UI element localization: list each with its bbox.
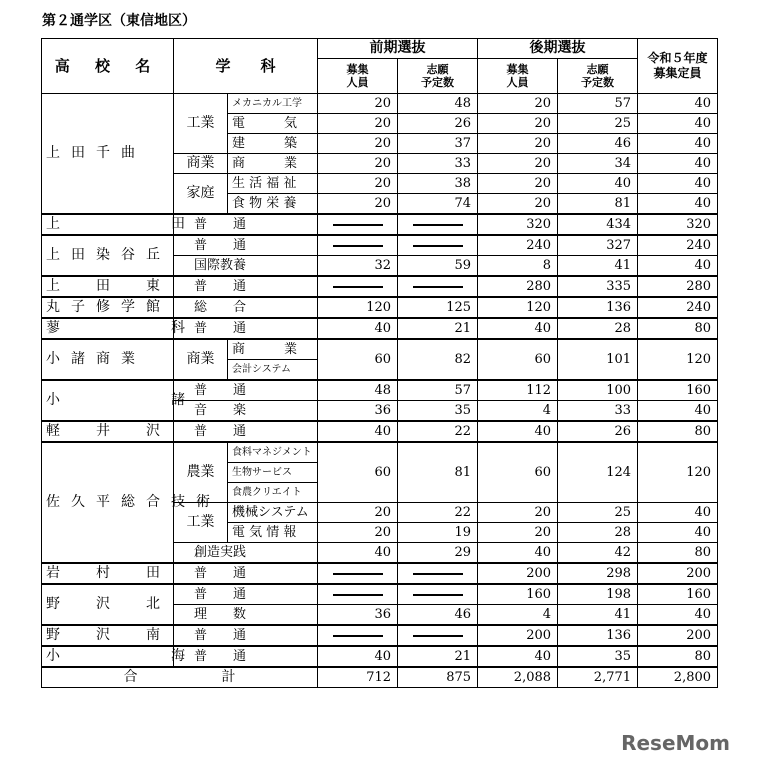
- course-name: 普 通: [174, 625, 318, 646]
- value-cell: 48: [398, 94, 478, 114]
- value-cell: 40: [638, 134, 718, 154]
- category: 農業: [174, 442, 228, 503]
- school-name: 上田染谷丘: [42, 235, 174, 276]
- no-value-dash: [398, 625, 478, 646]
- value-cell: 21: [398, 318, 478, 339]
- value-cell: 25: [558, 503, 638, 523]
- no-value-dash: [318, 625, 398, 646]
- dash-line: [413, 286, 463, 288]
- table-row: [42, 276, 718, 297]
- header-second: 後期選抜: [478, 39, 638, 59]
- course-name: 普 通: [174, 235, 318, 256]
- enrollment-table: [41, 38, 718, 688]
- value-cell: 120: [478, 297, 558, 318]
- category: 商業: [174, 339, 228, 380]
- course-name: 普 通: [174, 214, 318, 235]
- value-cell: 81: [558, 194, 638, 215]
- value-cell: 40: [318, 646, 398, 667]
- value-cell: 33: [558, 401, 638, 422]
- table-row: [42, 339, 718, 360]
- value-cell: 240: [478, 235, 558, 256]
- header-capacity: 令和５年度 募集定員: [638, 39, 718, 94]
- value-cell: 40: [478, 543, 558, 564]
- course-name: 総 合: [174, 297, 318, 318]
- table-row: [42, 380, 718, 401]
- dash-line: [413, 635, 463, 637]
- school-name: 岩 村 田: [42, 563, 174, 584]
- value-cell: 200: [638, 563, 718, 584]
- value-cell: 60: [478, 442, 558, 503]
- course-name: 商 業: [228, 339, 318, 360]
- value-cell: 101: [558, 339, 638, 380]
- value-cell: 4: [478, 605, 558, 626]
- value-cell: 59: [398, 256, 478, 277]
- value-cell: 29: [398, 543, 478, 564]
- value-cell: 46: [398, 605, 478, 626]
- value-cell: 46: [558, 134, 638, 154]
- table-row: [42, 584, 718, 605]
- value-cell: 20: [318, 523, 398, 543]
- school-name: 小諸商業: [42, 339, 174, 380]
- dash-line: [413, 224, 463, 226]
- value-cell: 112: [478, 380, 558, 401]
- value-cell: 434: [558, 214, 638, 235]
- value-cell: 125: [398, 297, 478, 318]
- value-cell: 26: [398, 114, 478, 134]
- value-cell: 40: [638, 523, 718, 543]
- value-cell: 35: [398, 401, 478, 422]
- total-value: 712: [318, 667, 398, 688]
- value-cell: 198: [558, 584, 638, 605]
- no-value-dash: [318, 235, 398, 256]
- value-cell: 40: [558, 174, 638, 194]
- value-cell: 120: [638, 339, 718, 380]
- value-cell: 40: [638, 605, 718, 626]
- header-first: 前期選抜: [318, 39, 478, 59]
- value-cell: 40: [478, 646, 558, 667]
- course-name: 理 数: [174, 605, 318, 626]
- value-cell: 200: [478, 563, 558, 584]
- no-value-dash: [318, 214, 398, 235]
- value-cell: 25: [558, 114, 638, 134]
- course-name: 国際教養: [174, 256, 318, 277]
- value-cell: 42: [558, 543, 638, 564]
- value-cell: 20: [318, 134, 398, 154]
- value-cell: 74: [398, 194, 478, 215]
- table-row: [42, 421, 718, 442]
- value-cell: 124: [558, 442, 638, 503]
- value-cell: 160: [478, 584, 558, 605]
- value-cell: 160: [638, 380, 718, 401]
- value-cell: 20: [478, 134, 558, 154]
- value-cell: 20: [478, 114, 558, 134]
- school-name: 野 沢 南: [42, 625, 174, 646]
- value-cell: 280: [638, 276, 718, 297]
- table-row: [42, 646, 718, 667]
- value-cell: 60: [318, 339, 398, 380]
- course-name: 生物サービス: [228, 463, 318, 483]
- course-name: メカニカル工学: [228, 94, 318, 114]
- value-cell: 40: [638, 174, 718, 194]
- value-cell: 40: [638, 503, 718, 523]
- value-cell: 40: [638, 401, 718, 422]
- course-name: 普 通: [174, 421, 318, 442]
- total-value: 2,771: [558, 667, 638, 688]
- value-cell: 40: [638, 114, 718, 134]
- value-cell: 136: [558, 297, 638, 318]
- course-name: 生 活 福 祉: [228, 174, 318, 194]
- value-cell: 22: [398, 503, 478, 523]
- value-cell: 41: [558, 605, 638, 626]
- value-cell: 40: [318, 318, 398, 339]
- value-cell: 327: [558, 235, 638, 256]
- header-recruit: 募集 人員: [478, 59, 558, 94]
- value-cell: 20: [478, 194, 558, 215]
- course-name: 普 通: [174, 563, 318, 584]
- table-row: [42, 563, 718, 584]
- value-cell: 298: [558, 563, 638, 584]
- value-cell: 36: [318, 605, 398, 626]
- school-name: 丸子修学館: [42, 297, 174, 318]
- value-cell: 32: [318, 256, 398, 277]
- value-cell: 20: [478, 523, 558, 543]
- header-row: [42, 39, 718, 59]
- category: 商業: [174, 154, 228, 174]
- dash-line: [333, 286, 383, 288]
- table-row: [42, 214, 718, 235]
- value-cell: 20: [318, 503, 398, 523]
- category: 家庭: [174, 174, 228, 215]
- total-value: 2,088: [478, 667, 558, 688]
- table-row: [42, 318, 718, 339]
- course-name: 会計システム: [228, 360, 318, 381]
- value-cell: 80: [638, 318, 718, 339]
- course-name: 普 通: [174, 646, 318, 667]
- course-name: 創造実践: [174, 543, 318, 564]
- course-name: 普 通: [174, 276, 318, 297]
- value-cell: 80: [638, 421, 718, 442]
- value-cell: 200: [638, 625, 718, 646]
- value-cell: 40: [638, 154, 718, 174]
- value-cell: 40: [478, 421, 558, 442]
- total-row: [42, 667, 718, 688]
- value-cell: 160: [638, 584, 718, 605]
- header-recruit: 募集 人員: [318, 59, 398, 94]
- value-cell: 20: [478, 503, 558, 523]
- value-cell: 120: [638, 442, 718, 503]
- dash-line: [333, 245, 383, 247]
- course-name: 普 通: [174, 584, 318, 605]
- dash-line: [413, 245, 463, 247]
- value-cell: 8: [478, 256, 558, 277]
- header-applicants: 志願 予定数: [398, 59, 478, 94]
- no-value-dash: [398, 214, 478, 235]
- dash-line: [333, 635, 383, 637]
- value-cell: 240: [638, 235, 718, 256]
- value-cell: 20: [478, 154, 558, 174]
- table-row: [42, 94, 718, 114]
- value-cell: 40: [318, 421, 398, 442]
- header-school: 高 校 名: [42, 39, 174, 94]
- no-value-dash: [398, 276, 478, 297]
- value-cell: 57: [558, 94, 638, 114]
- course-name: 機械システム: [228, 503, 318, 523]
- school-name: 小 海: [42, 646, 174, 667]
- value-cell: 240: [638, 297, 718, 318]
- value-cell: 20: [478, 174, 558, 194]
- table-row: [42, 235, 718, 256]
- category: 工業: [174, 94, 228, 154]
- header-applicants: 志願 予定数: [558, 59, 638, 94]
- school-name: 上 田 東: [42, 276, 174, 297]
- total-label: 合 計: [42, 667, 318, 688]
- total-value: 2,800: [638, 667, 718, 688]
- dash-line: [333, 573, 383, 575]
- school-name: 上 田: [42, 214, 174, 235]
- course-name: 音 楽: [174, 401, 318, 422]
- dash-line: [333, 594, 383, 596]
- value-cell: 40: [638, 94, 718, 114]
- value-cell: 335: [558, 276, 638, 297]
- course-name: 電 気: [228, 114, 318, 134]
- value-cell: 21: [398, 646, 478, 667]
- value-cell: 41: [558, 256, 638, 277]
- value-cell: 20: [318, 174, 398, 194]
- dash-line: [413, 594, 463, 596]
- course-name: 普 通: [174, 380, 318, 401]
- school-name: 小 諸: [42, 380, 174, 421]
- course-name: 食農クリエイト: [228, 483, 318, 503]
- course-name: 食料マネジメント: [228, 442, 318, 463]
- no-value-dash: [318, 584, 398, 605]
- value-cell: 33: [398, 154, 478, 174]
- value-cell: 37: [398, 134, 478, 154]
- no-value-dash: [398, 235, 478, 256]
- value-cell: 60: [318, 442, 398, 503]
- value-cell: 136: [558, 625, 638, 646]
- dash-line: [333, 224, 383, 226]
- no-value-dash: [318, 276, 398, 297]
- value-cell: 4: [478, 401, 558, 422]
- value-cell: 60: [478, 339, 558, 380]
- school-name: 佐久平総合技術: [42, 442, 174, 563]
- course-name: 商 業: [228, 154, 318, 174]
- value-cell: 36: [318, 401, 398, 422]
- no-value-dash: [318, 563, 398, 584]
- value-cell: 40: [638, 256, 718, 277]
- value-cell: 19: [398, 523, 478, 543]
- value-cell: 80: [638, 646, 718, 667]
- resemom-logo: ReseMom: [621, 731, 730, 755]
- school-name: 軽 井 沢: [42, 421, 174, 442]
- value-cell: 28: [558, 318, 638, 339]
- course-name: 食 物 栄 養: [228, 194, 318, 215]
- value-cell: 20: [318, 114, 398, 134]
- value-cell: 120: [318, 297, 398, 318]
- course-name: 電 気 情 報: [228, 523, 318, 543]
- value-cell: 320: [478, 214, 558, 235]
- table-row: [42, 625, 718, 646]
- value-cell: 320: [638, 214, 718, 235]
- value-cell: 20: [478, 94, 558, 114]
- school-name: 蓼 科: [42, 318, 174, 339]
- value-cell: 34: [558, 154, 638, 174]
- value-cell: 80: [638, 543, 718, 564]
- table-row: [42, 297, 718, 318]
- course-name: 建 築: [228, 134, 318, 154]
- value-cell: 200: [478, 625, 558, 646]
- value-cell: 28: [558, 523, 638, 543]
- value-cell: 40: [478, 318, 558, 339]
- value-cell: 38: [398, 174, 478, 194]
- value-cell: 22: [398, 421, 478, 442]
- course-name: 普 通: [174, 318, 318, 339]
- no-value-dash: [398, 563, 478, 584]
- value-cell: 35: [558, 646, 638, 667]
- value-cell: 40: [638, 194, 718, 215]
- school-name: 上田千曲: [42, 94, 174, 215]
- total-value: 875: [398, 667, 478, 688]
- page-title: 第２通学区（東信地区）: [42, 13, 196, 29]
- value-cell: 81: [398, 442, 478, 503]
- value-cell: 48: [318, 380, 398, 401]
- school-name: 野 沢 北: [42, 584, 174, 625]
- value-cell: 57: [398, 380, 478, 401]
- no-value-dash: [398, 584, 478, 605]
- dash-line: [413, 573, 463, 575]
- value-cell: 82: [398, 339, 478, 380]
- value-cell: 280: [478, 276, 558, 297]
- value-cell: 100: [558, 380, 638, 401]
- value-cell: 40: [318, 543, 398, 564]
- value-cell: 20: [318, 154, 398, 174]
- value-cell: 20: [318, 94, 398, 114]
- table-row: [42, 442, 718, 463]
- category: 工業: [174, 503, 228, 543]
- value-cell: 26: [558, 421, 638, 442]
- value-cell: 20: [318, 194, 398, 215]
- header-dept: 学 科: [174, 39, 318, 94]
